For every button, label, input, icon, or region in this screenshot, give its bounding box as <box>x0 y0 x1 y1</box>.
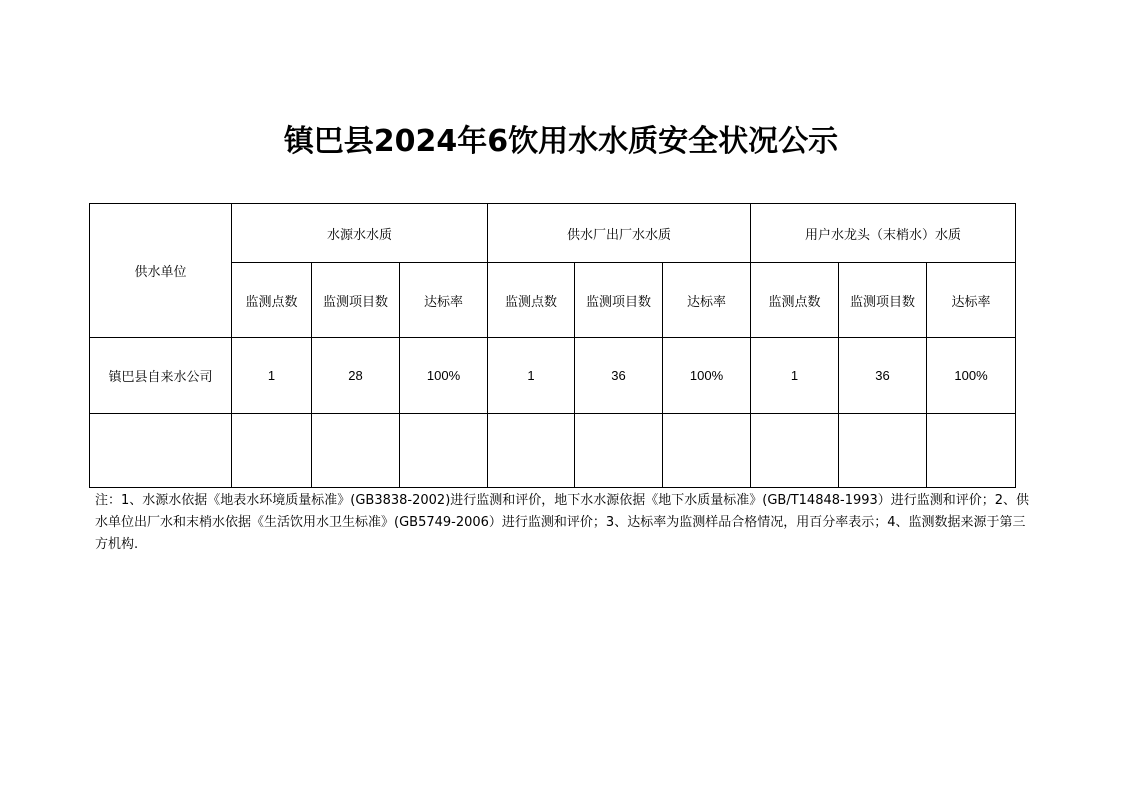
group-header-source-water: 水源水水质 <box>232 204 488 263</box>
group-header-tap-water: 用户水龙头（末梢水）水质 <box>751 204 1016 263</box>
subheader-monitoring-items: 监测项目数 <box>575 263 663 338</box>
tap-compliance-rate: 100% <box>927 338 1016 414</box>
plant-compliance-rate: 100% <box>663 338 751 414</box>
supplier-header: 供水单位 <box>90 204 232 338</box>
tap-monitoring-points: 1 <box>751 338 839 414</box>
plant-monitoring-items: 36 <box>575 338 663 414</box>
source-monitoring-items: 28 <box>312 338 400 414</box>
tap-monitoring-items: 36 <box>839 338 927 414</box>
supplier-name: 镇巴县自来水公司 <box>90 338 232 414</box>
empty-cell <box>488 414 575 488</box>
empty-cell <box>400 414 488 488</box>
page-title: 镇巴县2024年6饮用水水质安全状况公示 <box>283 124 839 159</box>
source-compliance-rate: 100% <box>400 338 488 414</box>
empty-cell <box>663 414 751 488</box>
source-monitoring-points: 1 <box>232 338 312 414</box>
water-quality-table <box>89 203 1016 488</box>
empty-cell <box>839 414 927 488</box>
empty-cell <box>90 414 232 488</box>
subheader-monitoring-points: 监测点数 <box>488 263 575 338</box>
empty-cell <box>312 414 400 488</box>
plant-monitoring-points: 1 <box>488 338 575 414</box>
subheader-compliance-rate: 达标率 <box>927 263 1016 338</box>
empty-cell <box>232 414 312 488</box>
empty-cell <box>751 414 839 488</box>
subheader-monitoring-items: 监测项目数 <box>312 263 400 338</box>
table-row-empty <box>90 414 1016 488</box>
subheader-compliance-rate: 达标率 <box>663 263 751 338</box>
table-row <box>90 338 1016 414</box>
footnote: 注：1、水源水依据《地表水环境质量标准》(GB3838-2002)进行监测和评价，地下水水源依据《地下水质量标准》(GB/T14848-1993）进行监测和评价；2、供水单位出厂水和末梢水依据《生活饮用水卫生标准》(GB5749-2006）进行监测和评价；3、达标率为监测样品合格情况，用百分率表示；4、监测数据来源于第三方机构. <box>95 493 1030 552</box>
table-header-row-groups <box>90 204 1016 263</box>
subheader-compliance-rate: 达标率 <box>400 263 488 338</box>
subheader-monitoring-points: 监测点数 <box>232 263 312 338</box>
empty-cell <box>575 414 663 488</box>
empty-cell <box>927 414 1016 488</box>
group-header-plant-water: 供水厂出厂水水质 <box>488 204 751 263</box>
subheader-monitoring-items: 监测项目数 <box>839 263 927 338</box>
subheader-monitoring-points: 监测点数 <box>751 263 839 338</box>
